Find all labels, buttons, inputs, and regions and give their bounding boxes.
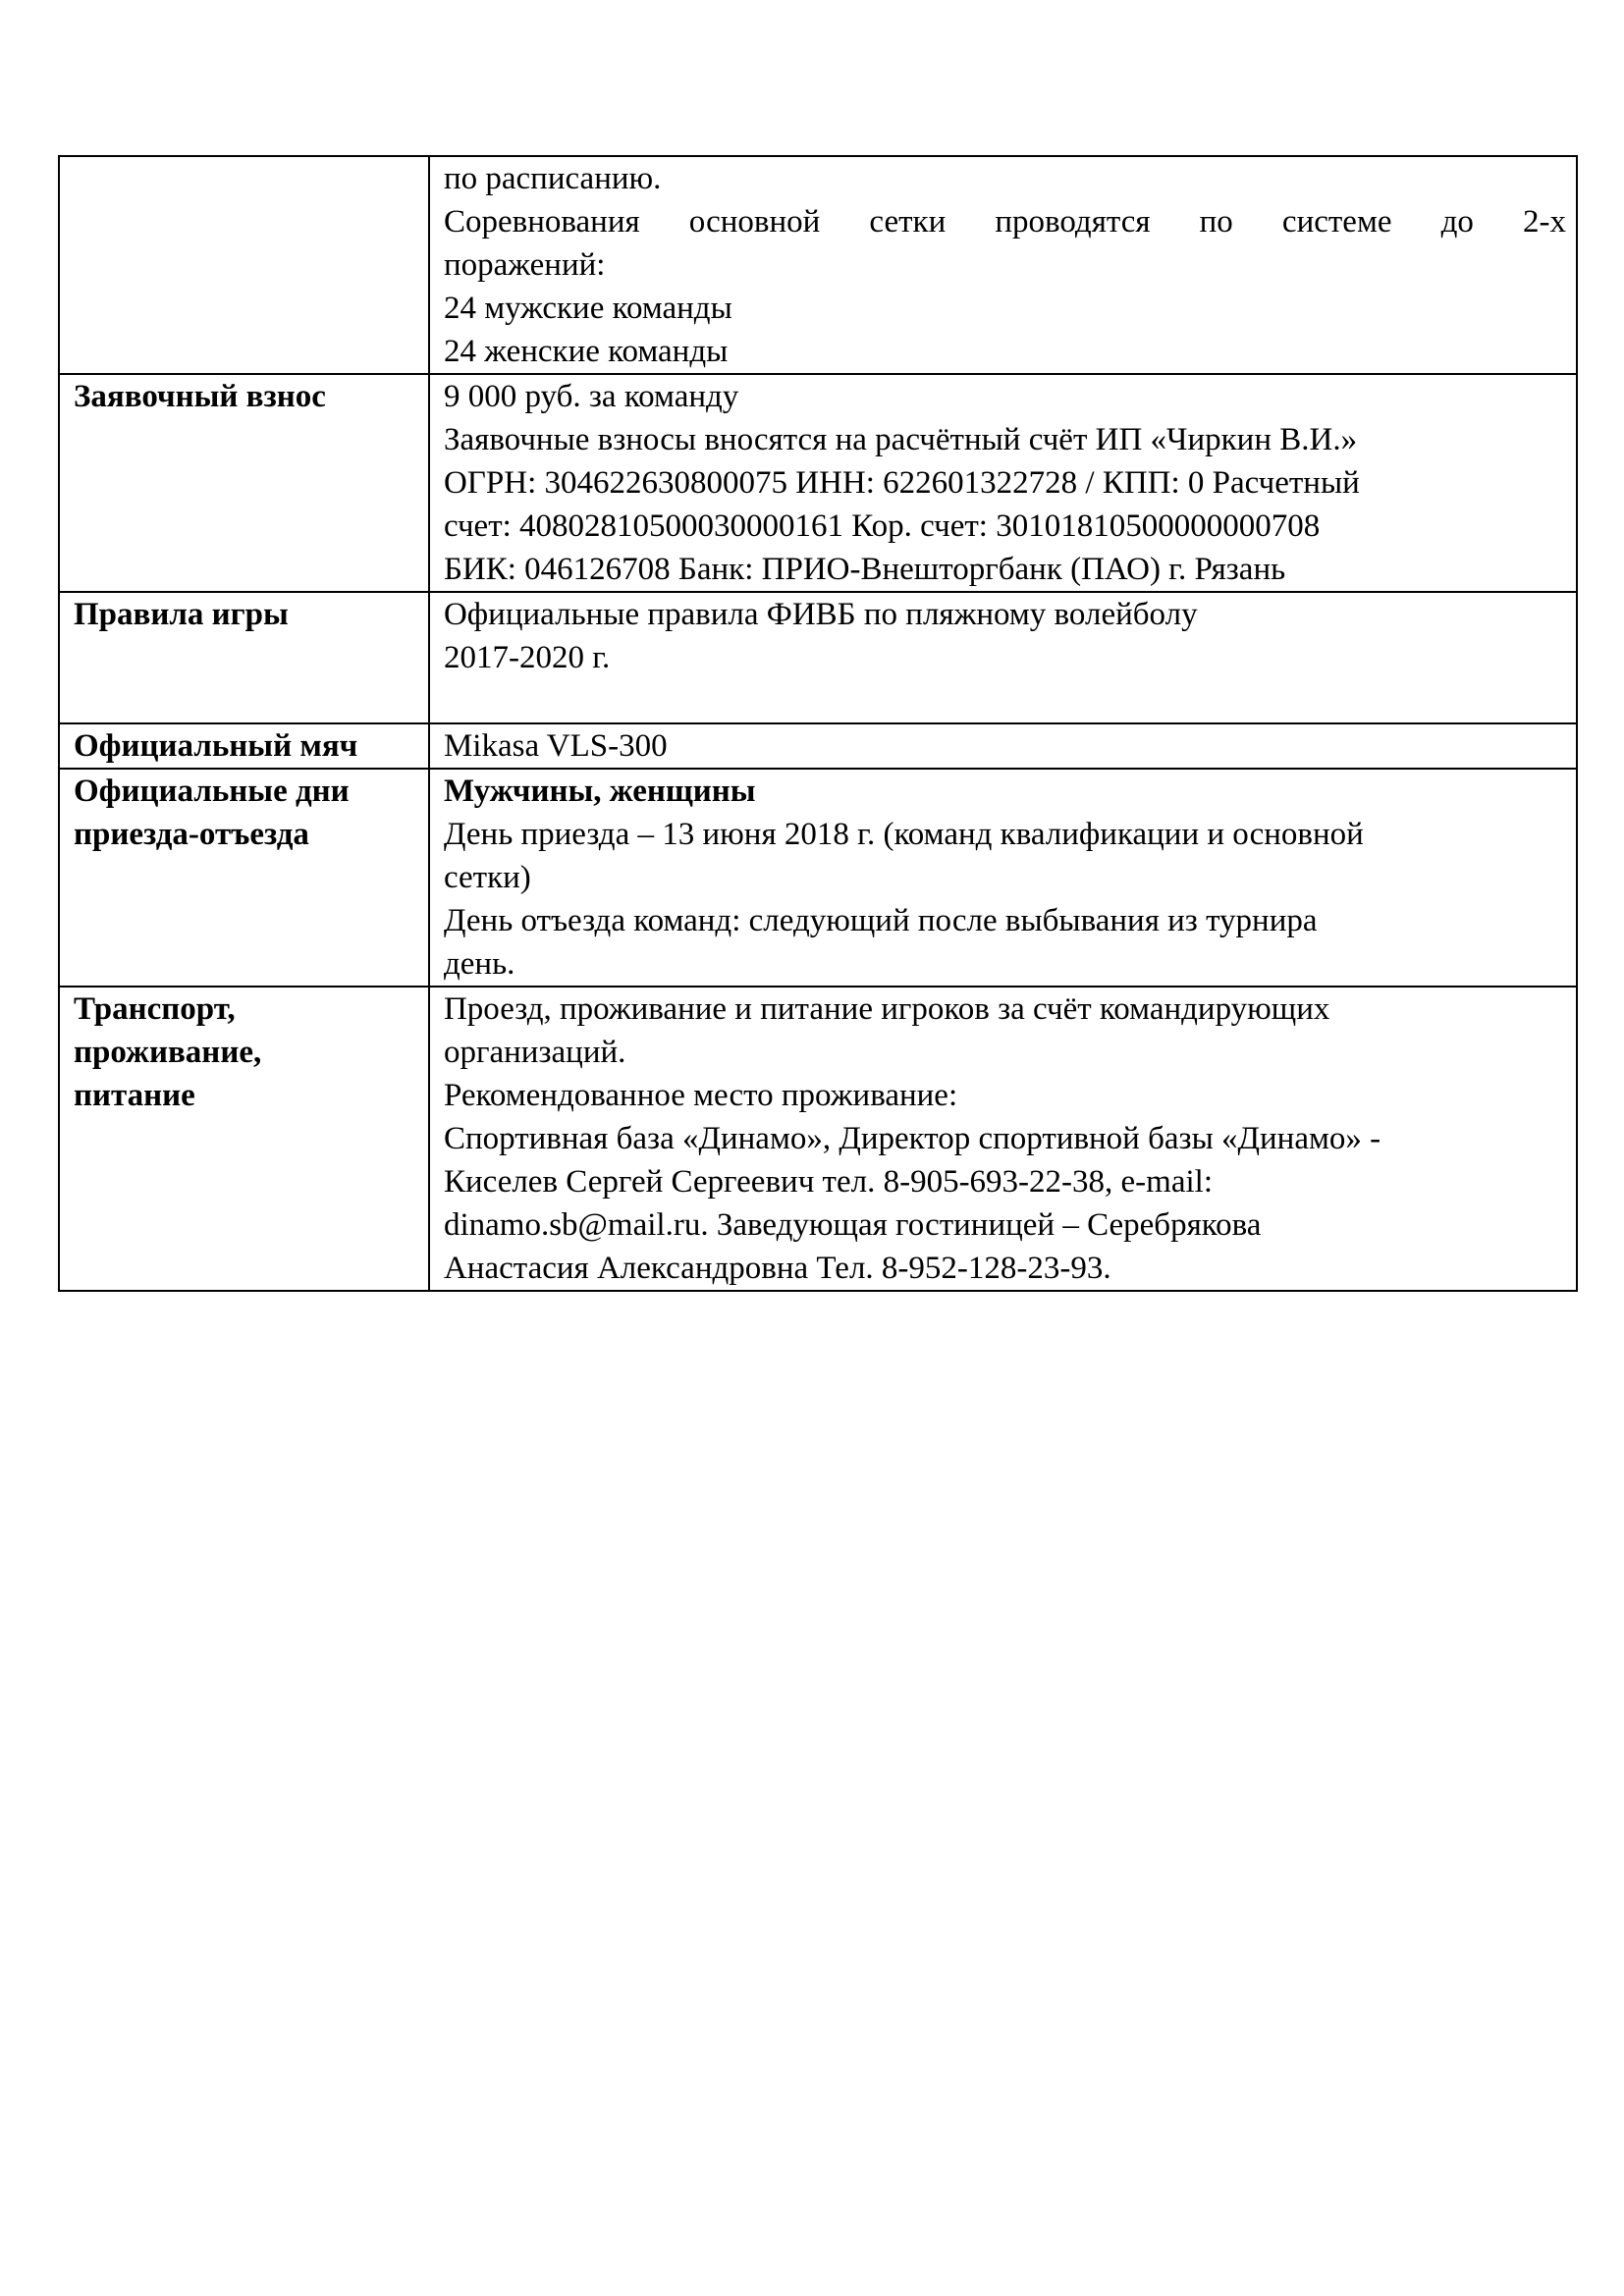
value-line: День приезда – 13 июня 2018 г. (команд квалификации и основной: [443, 817, 1364, 852]
row-value-transport-accommodation: [429, 987, 1577, 1291]
value-line: Проезд, проживание и питание игроков за счёт командирующих: [443, 991, 1330, 1027]
value-line: поражений:: [443, 247, 606, 283]
value-line: 2017-2020 г.: [443, 640, 611, 675]
label-line: Официальный мяч: [74, 728, 358, 764]
value-line: Mikasa VLS-300: [443, 728, 668, 764]
row-label-entry-fee: [59, 374, 429, 592]
row-value-arrival-departure: [429, 769, 1577, 987]
table-row-entry-fee: [59, 374, 1577, 592]
table-row-schedule: [59, 156, 1577, 374]
value-line: dinamo.sb@mail.ru. Заведующая гостиницей – Серебрякова: [443, 1207, 1262, 1243]
label-line: Транспорт,: [74, 991, 236, 1027]
value-line: счет: 40802810500030000161 Кор. счет: 30101810500000000708: [443, 508, 1321, 544]
value-line: День отъезда команд: следующий после выбывания из турнира: [443, 903, 1318, 938]
row-value-official-ball: [429, 723, 1577, 769]
row-value-game-rules: [429, 592, 1577, 723]
row-label-empty: [59, 156, 429, 374]
value-line: Рекомендованное место проживание:: [443, 1078, 958, 1113]
label-line: Заявочный взнос: [74, 379, 326, 414]
value-line: Заявочные взносы вносятся на расчётный счёт ИП «Чиркин В.И.»: [443, 422, 1358, 457]
value-line: Анастасия Александровна Тел. 8-952-128-23-93.: [443, 1251, 1111, 1286]
label-line: проживание,: [74, 1035, 262, 1070]
value-line: 24 женские команды: [443, 334, 729, 369]
table-row-official-ball: [59, 723, 1577, 769]
value-line: ОГРН: 304622630800075 ИНН: 622601322728 / КПП: 0 Расчетный: [443, 465, 1360, 501]
value-heading: Мужчины, женщины: [443, 774, 756, 809]
value-line: Официальные правила ФИВБ по пляжному волейболу: [443, 597, 1198, 632]
label-line: приезда-отъезда: [74, 817, 309, 852]
value-line: сетки): [443, 860, 531, 895]
value-line: 9 000 руб. за команду: [443, 379, 739, 414]
regulations-table: [58, 155, 1578, 1292]
row-value-entry-fee: [429, 374, 1577, 592]
table-row-game-rules: [59, 592, 1577, 723]
value-line: день.: [443, 946, 515, 982]
row-label-transport-accommodation: [59, 987, 429, 1291]
blank-line: [444, 679, 1566, 722]
label-line: питание: [74, 1078, 195, 1113]
table-row-transport-accommodation: [59, 987, 1577, 1291]
row-label-arrival-departure: [59, 769, 429, 987]
value-line: Соревнования основной сетки проводятся по системе до 2-х: [443, 204, 1566, 240]
value-line: 24 мужские команды: [443, 291, 732, 326]
value-line: по расписанию.: [443, 161, 662, 196]
label-line: Официальные дни: [74, 774, 350, 809]
value-line: БИК: 046126708 Банк: ПРИО-Внешторгбанк (ПАО) г. Рязань: [443, 552, 1286, 587]
row-value-schedule: [429, 156, 1577, 374]
value-line: организаций.: [443, 1035, 626, 1070]
value-line: Спортивная база «Динамо», Директор спортивной базы «Динамо» -: [443, 1121, 1381, 1156]
table-row-arrival-departure: [59, 769, 1577, 987]
row-label-official-ball: [59, 723, 429, 769]
label-line: Правила игры: [74, 597, 289, 632]
value-line: Киселев Сергей Сергеевич тел. 8-905-693-22-38, e-mail:: [443, 1164, 1213, 1200]
row-label-game-rules: [59, 592, 429, 723]
